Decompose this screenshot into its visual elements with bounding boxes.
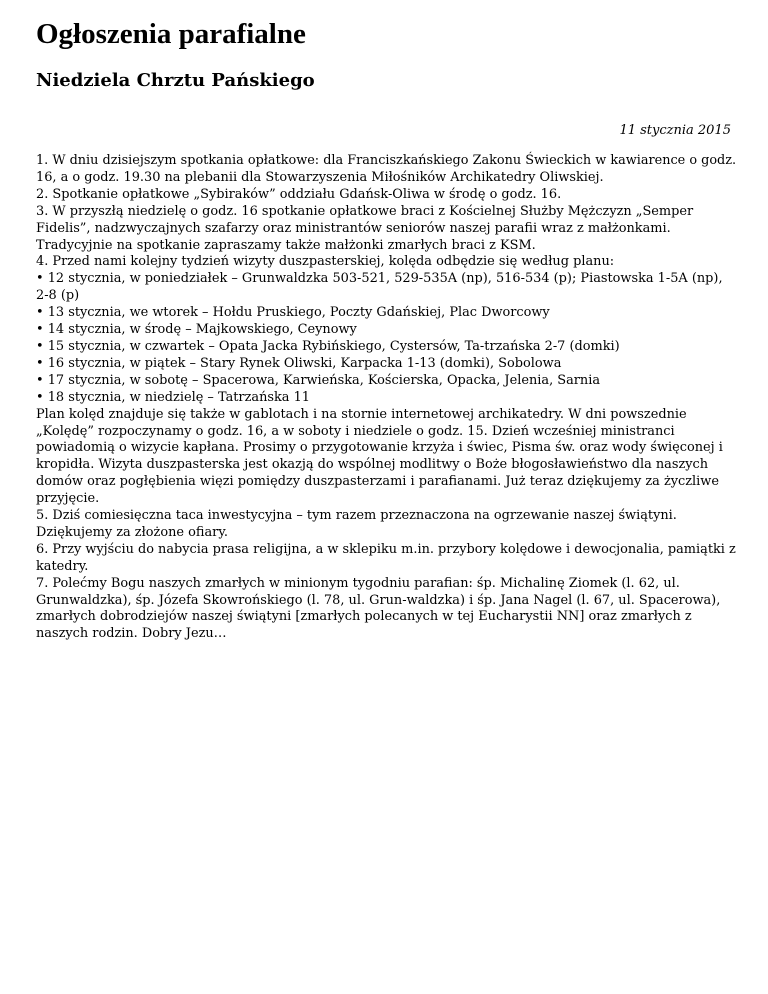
text-line: 3. W przyszłą niedzielę o godz. 16 spotkanie opłatkowe braci z Kościelnej Służby Mężczyzn „Semper: [36, 203, 694, 219]
page-subtitle: Niedziela Chrztu Pańskiego: [36, 70, 315, 91]
text-line: Grunwaldzka), śp. Józefa Skowrońskiego (l. 78, ul. Grun-waldzka) i śp. Jana Nagel (l. 67, ul. Spacerowa),: [36, 592, 721, 608]
text-line: • 17 stycznia, w sobotę – Spacerowa, Karwieńska, Kościerska, Opacka, Jelenia, Sarnia: [36, 372, 601, 388]
text-line: 4. Przed nami kolejny tydzień wizyty duszpasterskiej, kolęda odbędzie się według planu:: [36, 254, 615, 270]
text-line: powiadomią o wizycie kapłana. Prosimy o przygotowanie krzyża i świec, Pisma św. oraz wody święconej i: [36, 440, 723, 456]
text-line: Plan kolęd znajduje się także w gablotach i na stornie internetowej archikatedry. W dni powszednie: [36, 406, 687, 422]
announcement-date: 11 stycznia 2015: [619, 123, 731, 138]
text-line: domów oraz pogłębienia więzi pomiędzy duszpasterzami i parafianami. Już teraz dziękujemy za życzliwe: [36, 474, 719, 490]
text-line: kropidła. Wizyta duszpasterska jest okazją do wspólnej modlitwy o Boże błogosławieństwo dla naszych: [36, 457, 709, 473]
text-line: 1. W dniu dzisiejszym spotkania opłatkowe: dla Franciszkańskiego Zakonu Świeckich w kawiarence o godz.: [36, 153, 737, 168]
text-line: naszych rodzin. Dobry Jezu…: [36, 626, 227, 642]
text-line: • 15 stycznia, w czwartek – Opata Jacka Rybińskiego, Cystersów, Ta-trzańska 2-7 (domki): [36, 338, 620, 354]
text-line: • 16 stycznia, w piątek – Stary Rynek Oliwski, Karpacka 1-13 (domki), Sobolowa: [36, 355, 562, 371]
text-line: Dziękujemy za złożone ofiary.: [36, 524, 228, 540]
text-line: 7. Polećmy Bogu naszych zmarłych w minionym tygodniu parafian: śp. Michalinę Ziomek (l. 62, ul.: [36, 575, 680, 591]
text-line: 2. Spotkanie opłatkowe „Sybiraków” oddziału Gdańsk-Oliwa w środę o godz. 16.: [36, 186, 562, 202]
text-line: 6. Przy wyjściu do nabycia prasa religijna, a w sklepiku m.in. przybory kolędowe i dewocjonalia, pamiątki z: [36, 541, 736, 557]
text-line: 2-8 (p): [36, 288, 80, 304]
text-line: Fidelis”, nadzwyczajnych szafarzy oraz ministrantów seniorów naszej parafii wraz z małżonkami.: [36, 220, 671, 236]
announcements-body: [36, 153, 736, 643]
text-line: 5. Dziś comiesięczna taca inwestycyjna – tym razem przeznaczona na ogrzewanie naszej świątyni.: [36, 508, 677, 524]
text-line: zmarłych dobrodziejów naszej świątyni [zmarłych polecanych w tej Eucharystii NN] oraz zmarłych z: [36, 609, 692, 625]
text-line: Tradycyjnie na spotkanie zapraszamy także małżonki zmarłych braci z KSM.: [36, 237, 536, 253]
text-line: • 13 stycznia, we wtorek – Hołdu Pruskiego, Poczty Gdańskiej, Plac Dworcowy: [36, 305, 550, 321]
text-line: • 18 stycznia, w niedzielę – Tatrzańska 11: [36, 389, 310, 405]
text-line: 16, a o godz. 19.30 na plebanii dla Stowarzyszenia Miłośników Archikatedry Oliwskiej.: [36, 169, 604, 185]
text-line: • 12 stycznia, w poniedziałek – Grunwaldzka 503-521, 529-535A (np), 516-534 (p); Piastowska 1-5A (np),: [36, 271, 723, 287]
text-line: „Kolędę” rozpoczynamy o godz. 16, a w soboty i niedziele o godz. 15. Dzień wcześniej ministranci: [36, 423, 675, 439]
text-line: • 14 stycznia, w środę – Majkowskiego, Ceynowy: [36, 322, 357, 338]
page-title: Ogłoszenia parafialne: [36, 18, 306, 50]
text-line: katedry.: [36, 558, 89, 574]
text-line: przyjęcie.: [36, 491, 100, 507]
